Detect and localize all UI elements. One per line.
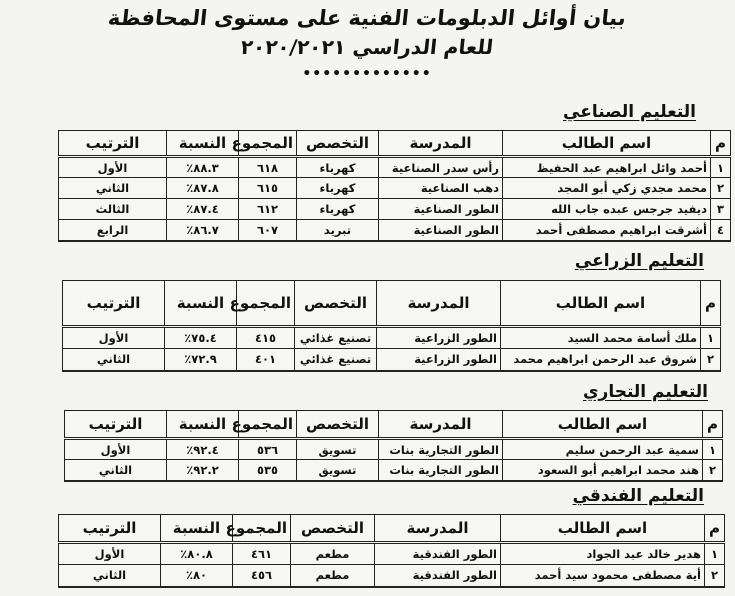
header-spec: التخصص (291, 515, 375, 543)
section-title-agricultural: التعليم الزراعي (574, 251, 704, 271)
cell-name: أية مصطفى محمود سيد أحمد (501, 565, 705, 587)
cell-num: ٢ (711, 178, 731, 199)
header-spec: التخصص (297, 131, 379, 157)
table-row (65, 460, 723, 481)
cell-total: ٦١٢ (239, 199, 297, 220)
cell-rank: الرابع (59, 220, 167, 241)
table-industrial (58, 130, 731, 242)
cell-rank: الأول (59, 543, 161, 565)
cell-spec: تبريد (297, 220, 379, 241)
cell-total: ٤٥٦ (233, 565, 291, 587)
header-pct: النسبة (161, 515, 233, 543)
header-total: المجموع (233, 515, 291, 543)
cell-rank: الأول (63, 327, 165, 349)
cell-name: شروق عبد الرحمن ابراهيم محمد (501, 349, 701, 371)
header-num: م (705, 515, 725, 543)
table-row (65, 439, 723, 460)
header-num: م (703, 411, 723, 439)
table-hotel (58, 514, 725, 588)
cell-total: ٦١٨ (239, 157, 297, 178)
table-commercial (64, 410, 723, 482)
cell-num: ١ (705, 543, 725, 565)
cell-pct: ٨٠٪ (161, 565, 233, 587)
table-row (59, 565, 725, 587)
cell-spec: مطعم (291, 543, 375, 565)
cell-num: ٢ (703, 460, 723, 481)
cell-pct: ٨٧.٨٪ (167, 178, 239, 199)
table-row (59, 543, 725, 565)
table-row (63, 349, 721, 371)
table-row (59, 157, 731, 178)
cell-rank: الثاني (59, 178, 167, 199)
cell-pct: ٨٧.٤٪ (167, 199, 239, 220)
cell-spec: تسويق (297, 439, 379, 460)
table-row (59, 178, 731, 199)
section-title-commercial: التعليم التجاري (582, 382, 708, 402)
header-pct: النسبة (165, 281, 237, 327)
cell-name: سمية عبد الرحمن سليم (503, 439, 703, 460)
cell-pct: ٩٢.٤٪ (167, 439, 239, 460)
header-pct: النسبة (167, 131, 239, 157)
header-rank: الترتيب (59, 131, 167, 157)
cell-school: الطور الزراعية (377, 349, 501, 371)
cell-total: ٤٦١ (233, 543, 291, 565)
header-total: المجموع (237, 281, 295, 327)
cell-total: ٦١٥ (239, 178, 297, 199)
header-num: م (711, 131, 731, 157)
header-name: اسم الطالب (501, 515, 705, 543)
table-row (59, 199, 731, 220)
cell-pct: ٨٠.٨٪ (161, 543, 233, 565)
header-rank: الترتيب (63, 281, 165, 327)
cell-school: الطور الزراعية (377, 327, 501, 349)
header-school: المدرسة (379, 411, 503, 439)
header-total: المجموع (239, 411, 297, 439)
cell-pct: ٨٦.٧٪ (167, 220, 239, 241)
cell-school: رأس سدر الصناعية (379, 157, 503, 178)
cell-rank: الثاني (65, 460, 167, 481)
header-spec: التخصص (295, 281, 377, 327)
cell-total: ٦٠٧ (239, 220, 297, 241)
cell-total: ٤١٥ (237, 327, 295, 349)
cell-spec: كهرباء (297, 199, 379, 220)
header-school: المدرسة (375, 515, 501, 543)
header-name: اسم الطالب (503, 131, 711, 157)
cell-name: هدير خالد عبد الجواد (501, 543, 705, 565)
cell-total: ٥٣٥ (239, 460, 297, 481)
cell-num: ١ (703, 439, 723, 460)
cell-school: دهب الصناعية (379, 178, 503, 199)
cell-num: ٢ (701, 349, 721, 371)
cell-pct: ٨٨.٣٪ (167, 157, 239, 178)
cell-name: محمد مجدي زكي أبو المجد (503, 178, 711, 199)
document-title: بيان أوائل الدبلومات الفنية على مستوى المحافظة (106, 6, 628, 30)
cell-school: الطور الصناعية (379, 220, 503, 241)
header-num: م (701, 281, 721, 327)
header-school: المدرسة (377, 281, 501, 327)
cell-spec: تصنيع غذائي (295, 327, 377, 349)
cell-rank: الثالث (59, 199, 167, 220)
cell-school: الطور الفندقية (375, 543, 501, 565)
header-rank: الترتيب (65, 411, 167, 439)
cell-spec: مطعم (291, 565, 375, 587)
star-divider: ••••••••••••• (302, 66, 432, 82)
cell-pct: ٧٥.٤٪ (165, 327, 237, 349)
section-title-hotel: التعليم الفندقي (572, 486, 704, 506)
cell-total: ٤٠١ (237, 349, 295, 371)
cell-num: ٢ (705, 565, 725, 587)
cell-school: الطور الصناعية (379, 199, 503, 220)
table-row (59, 220, 731, 241)
table-agricultural (62, 280, 721, 372)
cell-spec: كهرباء (297, 178, 379, 199)
cell-name: أشرقت ابراهيم مصطفى أحمد (503, 220, 711, 241)
cell-pct: ٩٢.٢٪ (167, 460, 239, 481)
cell-name: ديفيد جرجس عبده جاب الله (503, 199, 711, 220)
cell-spec: كهرباء (297, 157, 379, 178)
cell-spec: تسويق (297, 460, 379, 481)
section-title-industrial: التعليم الصناعي (563, 102, 696, 122)
header-name: اسم الطالب (501, 281, 701, 327)
cell-school: الطور التجارية بنات (379, 460, 503, 481)
cell-rank: الثاني (63, 349, 165, 371)
header-school: المدرسة (379, 131, 503, 157)
cell-name: أحمد وائل ابراهيم عبد الحفيظ (503, 157, 711, 178)
table-row (63, 327, 721, 349)
cell-name: ملك أسامة محمد السيد (501, 327, 701, 349)
header-name: اسم الطالب (503, 411, 703, 439)
document-subtitle: للعام الدراسي ٢٠٢٠/٢٠٢١ (239, 35, 495, 59)
cell-total: ٥٣٦ (239, 439, 297, 460)
cell-school: الطور الفندقية (375, 565, 501, 587)
cell-name: هند محمد ابراهيم أبو السعود (503, 460, 703, 481)
cell-rank: الأول (59, 157, 167, 178)
cell-num: ٤ (711, 220, 731, 241)
header-spec: التخصص (297, 411, 379, 439)
cell-rank: الأول (65, 439, 167, 460)
cell-num: ١ (711, 157, 731, 178)
cell-rank: الثاني (59, 565, 161, 587)
header-total: المجموع (239, 131, 297, 157)
cell-spec: تصنيع غذائي (295, 349, 377, 371)
cell-pct: ٧٢.٩٪ (165, 349, 237, 371)
header-rank: الترتيب (59, 515, 161, 543)
cell-num: ١ (701, 327, 721, 349)
header-pct: النسبة (167, 411, 239, 439)
cell-num: ٣ (711, 199, 731, 220)
cell-school: الطور التجارية بنات (379, 439, 503, 460)
